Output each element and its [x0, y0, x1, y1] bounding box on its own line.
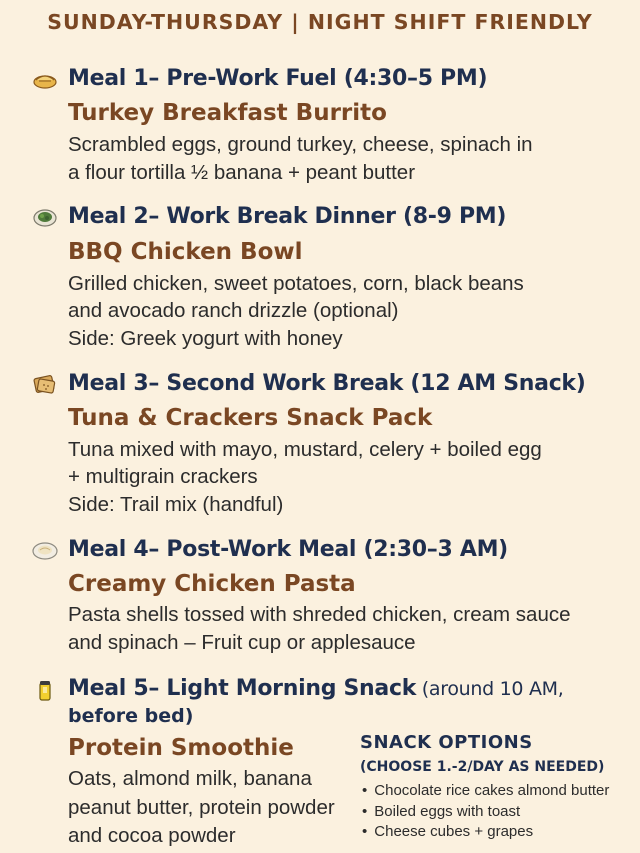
- meal-4-title: Meal 4– Post-Work Meal (2:30–3 AM): [68, 537, 508, 562]
- smoothie-icon: [32, 678, 58, 702]
- crackers-icon: [32, 372, 58, 396]
- meal-3-desc-line-2: + multigrain crackers: [68, 465, 258, 488]
- meal-3-desc-line-1: Tuna mixed with mayo, mustard, celery + boiled egg: [68, 438, 542, 461]
- meal-5-title-extra: (around 10 AM,: [416, 678, 564, 700]
- meal-5-desc-line-1: Oats, almond milk, banana: [68, 767, 312, 790]
- meal-5-title-line-2: before bed): [68, 705, 194, 727]
- meal-5-desc-line-2: peanut butter, protein powder: [68, 796, 335, 819]
- meal-2-desc-line-2: and avocado ranch drizzle (optional): [68, 299, 399, 322]
- meal-4-dish: Creamy Chicken Pasta: [68, 571, 356, 597]
- meal-2-desc-line-1: Grilled chicken, sweet potatoes, corn, black beans: [68, 272, 524, 295]
- meal-1-title: Meal 1– Pre-Work Fuel (4:30–5 PM): [68, 66, 488, 91]
- page-header: SUNDAY-THURSDAY | NIGHT SHIFT FRIENDLY: [47, 10, 593, 34]
- snack-options-panel: [360, 732, 640, 843]
- salad-bowl-icon: [32, 206, 58, 230]
- snack-options-title: SNACK OPTIONS: [360, 732, 533, 753]
- meal-1-desc-line-1: Scrambled eggs, ground turkey, cheese, spinach in: [68, 133, 533, 156]
- meal-5-dish: Protein Smoothie: [68, 735, 294, 761]
- burrito-icon: [32, 68, 58, 92]
- meal-2-desc-line-3: Side: Greek yogurt with honey: [68, 327, 343, 350]
- snack-option-item: • Boiled eggs with toast: [360, 802, 640, 823]
- meal-1-dish: Turkey Breakfast Burrito: [68, 100, 387, 126]
- meal-2-dish: BBQ Chicken Bowl: [68, 239, 303, 265]
- meal-4-desc-line-1: Pasta shells tossed with shreded chicken, cream sauce: [68, 603, 571, 626]
- meal-2-title: Meal 2– Work Break Dinner (8-9 PM): [68, 204, 507, 229]
- snack-option-item: • Chocolate rice cakes almond butter: [360, 781, 640, 802]
- meal-5-desc-line-3: and cocoa powder: [68, 824, 236, 847]
- meal-3-title: Meal 3– Second Work Break (12 AM Snack): [68, 371, 586, 396]
- meal-1-desc-line-2: a flour tortilla ½ banana + peant butter: [68, 161, 416, 184]
- pasta-plate-icon: [32, 538, 58, 562]
- snack-options-subtitle: (CHOOSE 1.-2/DAY AS NEEDED): [360, 759, 605, 775]
- meal-3-desc-line-3: Side: Trail mix (handful): [68, 493, 284, 516]
- meal-5-title: [68, 676, 563, 701]
- meal-4-desc-line-2: and spinach – Fruit cup or applesauce: [68, 631, 416, 654]
- snack-option-item: • Cheese cubes + grapes: [360, 822, 640, 843]
- meal-5-title-main: Meal 5– Light Morning Snack: [68, 676, 417, 701]
- snack-options-list: [360, 781, 640, 843]
- meal-3-dish: Tuna & Crackers Snack Pack: [68, 405, 433, 431]
